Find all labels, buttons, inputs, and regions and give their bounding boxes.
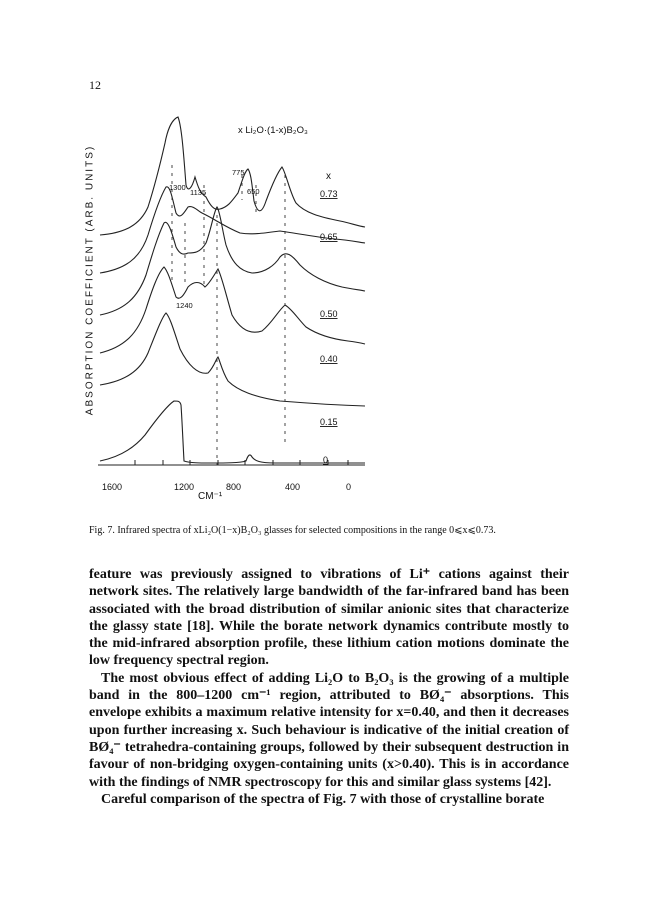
composition-0.40: 0.40 (320, 354, 338, 364)
composition-0.65: 0.65 (320, 232, 338, 242)
peak-label-1135: 1135 (190, 188, 207, 197)
spectra-plot (80, 105, 370, 510)
figure (80, 105, 370, 510)
x-tick-1200: 1200 (174, 482, 195, 492)
composition-0: 0 (323, 455, 329, 465)
composition-0.73: 0.73 (320, 189, 338, 199)
composition-0.50: 0.50 (320, 309, 338, 319)
body-text (89, 566, 569, 808)
paragraph-2: The most obvious effect of adding Li₂O to B₂O₃ is the growing of a multiple band in the 800–1200 cm⁻¹ region, attributed to BØ₄⁻ absorptions. This envelope exhibits a maximum relative intensity for x=0.40, and then it decreases upon further increasing x. Such behaviour is indicative of the initial creation of BØ₄⁻ tetrahedra-containing groups, followed by their subsequent destruction in favour of non-bridging oxygen-containing units (x>0.40). This is in accordance with the findings of NMR spectroscopy for this and similar glass systems [42]. (89, 670, 569, 790)
x-axis-label: CM⁻¹ (198, 491, 223, 502)
formula-label: x Li₂O·(1-x)B₂O₃ (238, 125, 308, 136)
spectrum-0.50 (100, 207, 365, 315)
peak-label-1300: 1300 (169, 183, 186, 192)
peak-label-775: 775 (232, 168, 245, 177)
peak-label-1240: 1240 (176, 301, 193, 310)
page-number: 12 (89, 78, 101, 92)
figure-caption: Fig. 7. Infrared spectra of xLi₂O(1−x)B₂O₃ glasses for selected compositions in the range 0⩽x⩽0.73. (89, 525, 496, 536)
paragraph-3: Careful comparison of the spectra of Fig. 7 with those of crystalline borate (101, 791, 545, 807)
x-tick-0: 0 (346, 482, 352, 492)
x-tick-1600: 1600 (102, 482, 123, 492)
y-axis-label-text: ABSORPTION COEFFICIENT (ARB. UNITS) (84, 144, 96, 416)
composition-0.15: 0.15 (320, 417, 338, 427)
spectrum-0 (100, 401, 365, 463)
x-column-header: x (326, 171, 331, 182)
x-tick-400: 400 (285, 482, 301, 492)
peak-label-650: 650 (247, 187, 260, 196)
paragraph-1: feature was previously assigned to vibrations of Li⁺ cations against their network sites. The relatively large bandwidth of the far-infrared band has been associated with the broad distribution of similar anionic sites that characterize the glassy state [18]. While the borate network dynamics contribute mostly to the mid-infrared absorption profile, these lithium cation motions dominate the low frequency spectral region. (89, 567, 569, 669)
x-tick-800: 800 (226, 482, 242, 492)
